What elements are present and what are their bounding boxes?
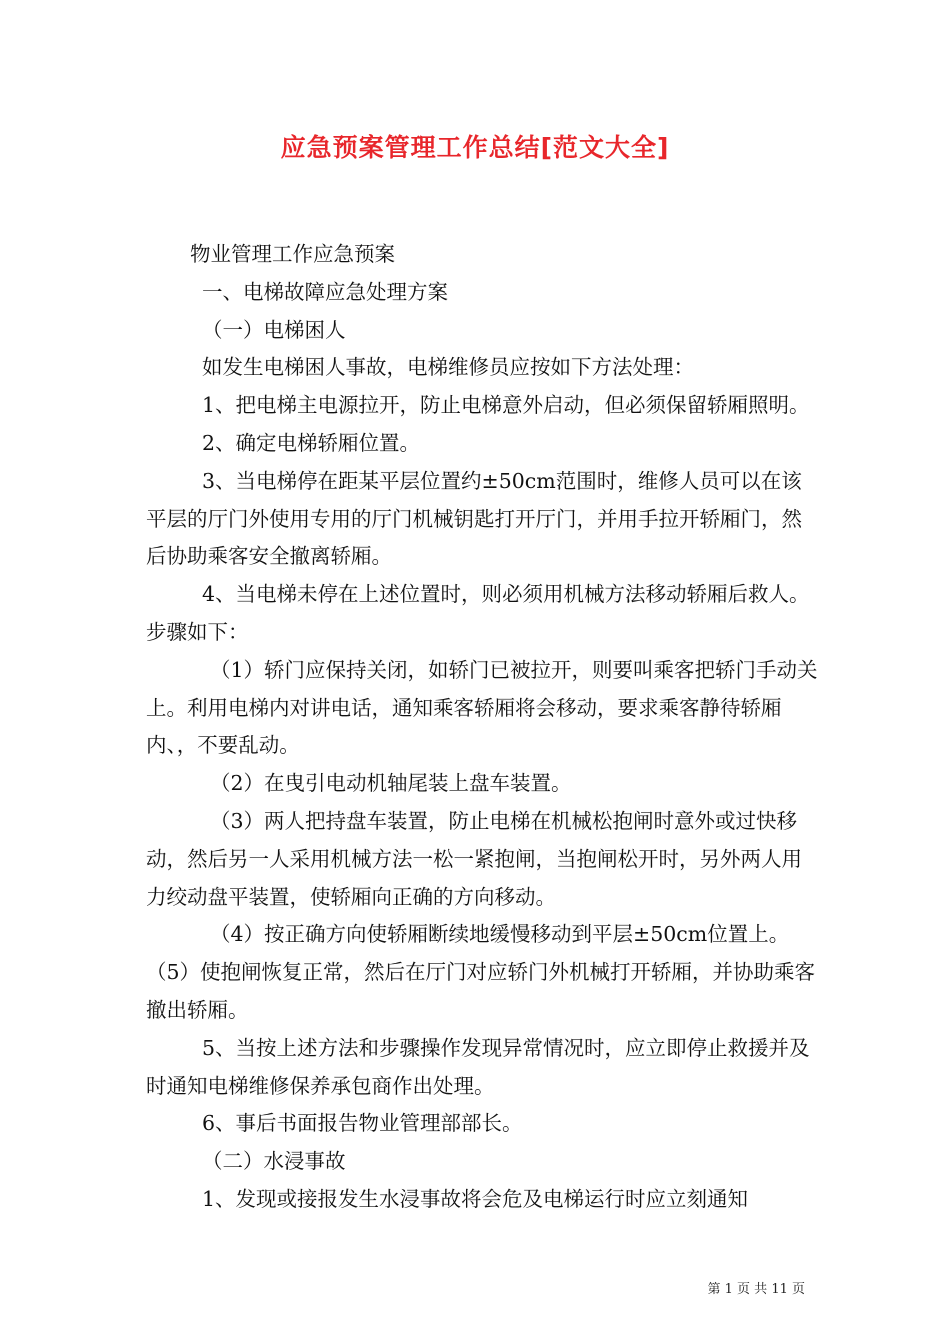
paragraph: 物业管理工作应急预案 [190,242,395,266]
paragraph: 一、电梯故障应急处理方案 [202,279,448,304]
paragraph: （2）在曳引电动机轴尾装上盘车装置。 [210,771,572,796]
paragraph: 1、把电梯主电源拉开，防止电梯意外启动，但必须保留轿厢照明。 [202,393,810,418]
paragraph: 1、发现或接报发生水浸事故将会危及电梯运行时应立刻通知 [202,1186,749,1211]
paragraph: 6、事后书面报告物业管理部部长。 [202,1111,523,1136]
paragraph: （5）使抱闸恢复正常，然后在厅门对应轿门外机械打开轿厢，并协助乘客撤出轿厢。 [146,960,816,1022]
paragraph: （二）水浸事故 [202,1149,346,1174]
paragraph: 3、当电梯停在距某平层位置约±50cm范围时，维修人员可以在该平层的厅门外使用专用的厅门机械钥匙打开厅门，并用手拉开轿厢门，然后协助乘客安全撤离轿厢。 [146,468,802,569]
document-title: 应急预案管理工作总结[范文大全] [280,133,670,162]
paragraph: （一）电梯困人 [202,317,346,342]
paragraph: 4、当电梯未停在上述位置时，则必须用机械方法移动轿厢后救人。步骤如下： [146,582,810,644]
paragraph: 5、当按上述方法和步骤操作发现异常情况时，应立即停止救援并及时通知电梯维修保养承包商作出处理。 [146,1035,810,1098]
paragraph: （1）轿门应保持关闭，如轿门已被拉开，则要叫乘客把轿门手动关上。利用电梯内对讲电话，通知乘客轿厢将会移动，要求乘客静待轿厢内、，不要乱动。 [146,657,818,758]
document-body [146,236,822,1219]
page-number-text: 第 1 页 共 11 页 [707,1282,805,1297]
paragraph: （3）两人把持盘车装置，防止电梯在机械松抱闸时意外或过快移动，然后另一人采用机械方法一松一紧抱闸，当抱闸松开时，另外两人用力绞动盘平装置，使轿厢向正确的方向移动。 [146,808,802,909]
paragraph: 2、确定电梯轿厢位置。 [202,430,421,455]
page-footer [708,1278,805,1297]
paragraph: （4）按正确方向使轿厢断续地缓慢移动到平层±50cm位置上。 [210,922,790,947]
paragraph: 如发生电梯困人事故，电梯维修员应按如下方法处理： [202,355,694,380]
